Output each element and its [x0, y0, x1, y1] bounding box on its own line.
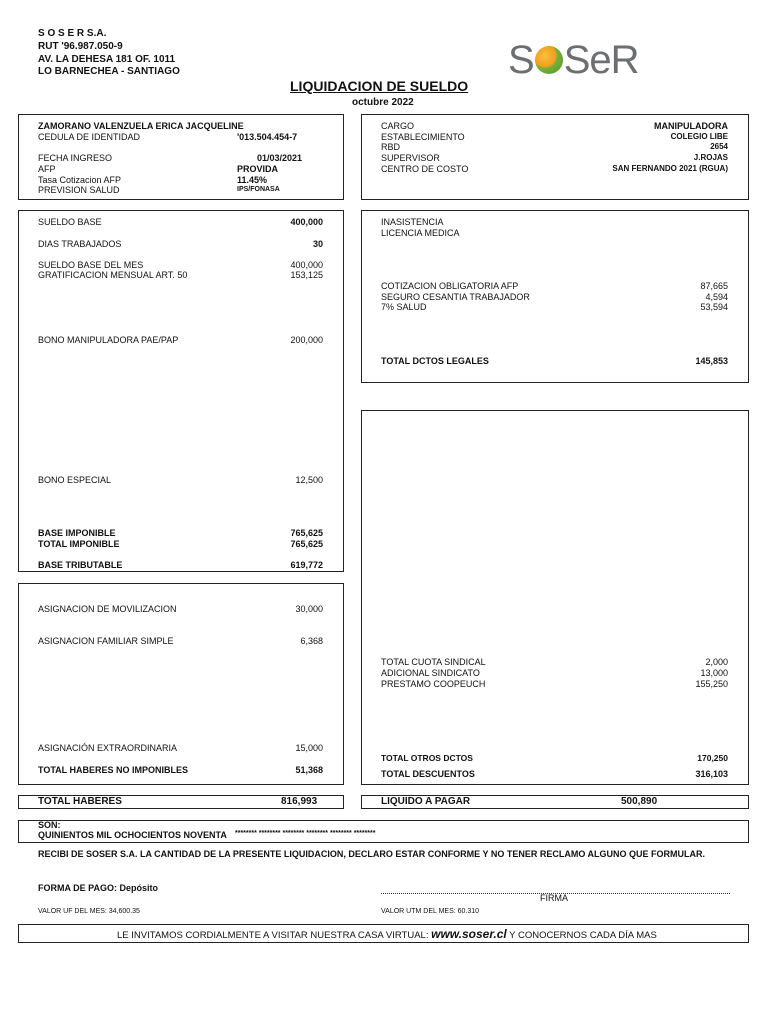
ci-label: CEDULA DE IDENTIDAD: [38, 132, 141, 142]
fecha-label: FECHA INGRESO: [38, 153, 113, 163]
adicional-label: ADICIONAL SINDICATO: [381, 668, 480, 678]
bono-pae-label: BONO MANIPULADORA PAE/PAP: [38, 335, 179, 345]
total-haberes-value: 816,993: [281, 796, 318, 807]
website-link[interactable]: www.soser.cl: [431, 927, 507, 941]
salud-value: IPS/FONASA: [237, 186, 280, 193]
rbd-label: RBD: [381, 142, 401, 152]
sueldo-base-label: SUELDO BASE: [38, 217, 102, 227]
son-stars: ******** ******** ******** ******** ******** ********: [235, 830, 376, 837]
rbd-value: 2654: [710, 142, 728, 151]
dias-label: DIAS TRABAJADOS: [38, 239, 122, 249]
total-legales-label: TOTAL DCTOS LEGALES: [381, 356, 489, 366]
cargo-value: MANIPULADORA: [654, 121, 728, 131]
employee-name: ZAMORANO VALENZUELA ERICA JACQUELINE: [38, 121, 244, 131]
forma-pago: FORMA DE PAGO: Depósito: [38, 883, 158, 893]
dias-value: 30: [312, 239, 323, 249]
grat-value: 153,125: [290, 270, 323, 280]
company-city: LO BARNECHEA - SANTIAGO: [38, 66, 180, 77]
total-no-imp-label: TOTAL HABERES NO IMPONIBLES: [38, 765, 189, 775]
son-text: QUINIENTOS MIL OCHOCIENTOS NOVENTA: [38, 830, 227, 840]
cuota-sindical-value: 2,000: [705, 657, 728, 667]
company-address: AV. LA DEHESA 181 OF. 1011: [38, 54, 176, 65]
total-otros-label: TOTAL OTROS DCTOS: [381, 753, 473, 763]
utm-value: VALOR UTM DEL MES: 60.310: [381, 908, 480, 915]
base-trib-value: 619,772: [290, 560, 323, 570]
cargo-label: CARGO: [381, 121, 415, 131]
bono-pae-value: 200,000: [290, 335, 323, 345]
cc-value: SAN FERNANDO 2021 (RGUA): [612, 164, 728, 173]
salud-desc-label: 7% SALUD: [381, 302, 427, 312]
sueldo-base-value: 400,000: [290, 217, 323, 227]
prestamo-value: 155,250: [695, 679, 728, 689]
tasa-label: Tasa Cotizacion AFP: [38, 175, 122, 185]
cesantia-value: 4,594: [705, 292, 728, 302]
total-legales-value: 145,853: [695, 356, 728, 366]
cot-afp-value: 87,665: [700, 281, 728, 291]
estab-label: ESTABLECIMIENTO: [381, 132, 465, 142]
grat-label: GRATIFICACION MENSUAL ART. 50: [38, 270, 188, 280]
company-rut: RUT '96.987.050-9: [38, 41, 123, 52]
cesantia-label: SEGURO CESANTIA TRABAJADOR: [381, 292, 530, 302]
footer-text: [117, 927, 657, 941]
uf-value: VALOR UF DEL MES: 34,600.35: [38, 908, 140, 915]
logo-prefix: S: [508, 38, 534, 82]
ci-value: '013.504.454-7: [237, 132, 298, 142]
bono-esp-label: BONO ESPECIAL: [38, 475, 112, 485]
total-imp-value: 765,625: [290, 539, 323, 549]
base-trib-label: BASE TRIBUTABLE: [38, 560, 123, 570]
salud-label: PREVISION SALUD: [38, 185, 120, 195]
movilizacion-label: ASIGNACION DE MOVILIZACION: [38, 604, 177, 614]
footer-post: Y CONOCERNOS CADA DÍA MAS: [509, 930, 657, 941]
sueldo-mes-value: 400,000: [290, 260, 323, 270]
cc-label: CENTRO DE COSTO: [381, 164, 469, 174]
liquido-value: 500,890: [621, 796, 658, 807]
page-title: LIQUIDACION DE SUELDO: [290, 78, 469, 94]
son-label: SON:: [38, 820, 61, 830]
extraordinaria-value: 15,000: [295, 743, 323, 753]
logo-suffix: SeR: [563, 38, 639, 82]
extraordinaria-label: ASIGNACIÓN EXTRAORDINARIA: [38, 743, 178, 753]
adicional-value: 13,000: [700, 668, 728, 678]
familiar-label: ASIGNACION FAMILIAR SIMPLE: [38, 636, 174, 646]
leaf-icon: [535, 46, 563, 74]
total-no-imp-value: 51,368: [295, 765, 323, 775]
base-imp-label: BASE IMPONIBLE: [38, 528, 116, 538]
estab-value: COLEGIO LIBE: [670, 132, 728, 141]
total-otros-value: 170,250: [697, 753, 728, 763]
otros-box: [361, 410, 749, 785]
afp-label: AFP: [38, 164, 56, 174]
inasistencia-label: INASISTENCIA: [381, 217, 444, 227]
sup-value: J.ROJAS: [693, 153, 728, 162]
recibi-text: RECIBI DE SOSER S.A. LA CANTIDAD DE LA PRESENTE LIQUIDACION, DECLARO ESTAR CONFORME Y NO TENER RECLAMO ALGUNO QUE FORMULAR.: [38, 849, 706, 859]
bono-esp-value: 12,500: [295, 475, 323, 485]
cuota-sindical-label: TOTAL CUOTA SINDICAL: [381, 657, 486, 667]
base-imp-value: 765,625: [290, 528, 323, 538]
total-imp-label: TOTAL IMPONIBLE: [38, 539, 120, 549]
salud-desc-value: 53,594: [700, 302, 728, 312]
familiar-value: 6,368: [300, 636, 323, 646]
tasa-value: 11.45%: [237, 175, 268, 185]
firma-label: FIRMA: [540, 893, 568, 903]
total-descuentos-label: TOTAL DESCUENTOS: [381, 769, 475, 779]
movilizacion-value: 30,000: [295, 604, 323, 614]
soser-logo: [508, 38, 639, 83]
cot-afp-label: COTIZACION OBLIGATORIA AFP: [381, 281, 519, 291]
sup-label: SUPERVISOR: [381, 153, 440, 163]
footer-pre: LE INVITAMOS CORDIALMENTE A VISITAR NUESTRA CASA VIRTUAL:: [117, 930, 429, 941]
company-name: S O S E R S.A.: [38, 28, 107, 39]
licencia-label: LICENCIA MEDICA: [381, 228, 460, 238]
total-haberes-label: TOTAL HABERES: [38, 796, 122, 807]
liquido-label: LIQUIDO A PAGAR: [381, 796, 471, 807]
total-descuentos-value: 316,103: [695, 769, 728, 779]
period: octubre 2022: [352, 97, 414, 108]
prestamo-label: PRESTAMO COOPEUCH: [381, 679, 486, 689]
afp-value: PROVIDA: [237, 164, 279, 174]
fecha-value: 01/03/2021: [257, 153, 303, 163]
sueldo-mes-label: SUELDO BASE DEL MES: [38, 260, 144, 270]
